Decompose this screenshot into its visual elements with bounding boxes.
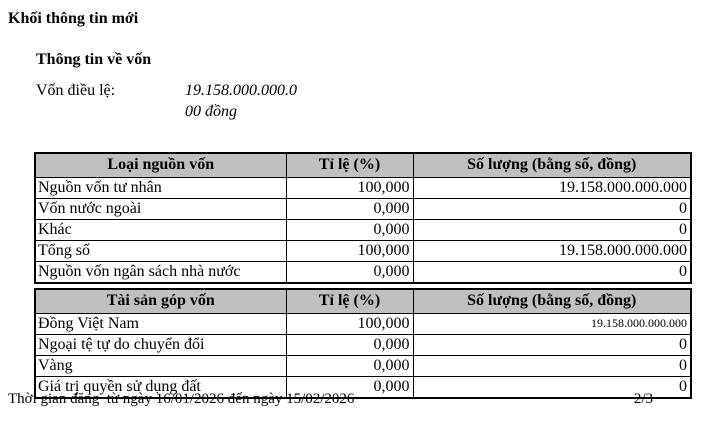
- section-title: Thông tin về vốn: [36, 51, 152, 68]
- column-header: Tỉ lệ (%): [286, 289, 413, 314]
- table-capital-sources: [34, 152, 692, 284]
- ratio-value: 0,000: [286, 220, 413, 241]
- ratio-value: 0,000: [286, 335, 413, 356]
- amount-value: 0: [413, 335, 691, 356]
- table-row: [35, 314, 691, 335]
- table-row: [35, 335, 691, 356]
- page-footer: [0, 391, 703, 408]
- table-row: [35, 262, 691, 284]
- row-label: Vàng: [35, 356, 286, 377]
- amount-value: 0: [413, 356, 691, 377]
- ratio-value: 100,000: [286, 314, 413, 335]
- column-header: Tài sản góp vốn: [35, 289, 286, 314]
- ratio-value: 0,000: [286, 262, 413, 284]
- row-label: Tổng số: [35, 241, 286, 262]
- charter-capital-value-line2: 00 đồng: [185, 103, 237, 120]
- charter-capital-value: [185, 80, 355, 122]
- table-header-row: [35, 153, 691, 178]
- row-label: Ngoại tệ tự do chuyển đổi: [35, 335, 286, 356]
- row-label: Đồng Việt Nam: [35, 314, 286, 335]
- column-header: Số lượng (bằng số, đồng): [413, 153, 691, 178]
- charter-capital-value-line1: 19.158.000.000.0: [185, 82, 297, 99]
- page-title: Khối thông tin mới: [8, 10, 139, 27]
- ratio-value: 100,000: [286, 241, 413, 262]
- table-row: [35, 241, 691, 262]
- amount-value: 19.158.000.000.000: [413, 241, 691, 262]
- amount-value: 0: [413, 220, 691, 241]
- page-indicator: 2/3: [633, 391, 653, 407]
- amount-value: 19.158.000.000.000: [413, 178, 691, 199]
- table-contributed-assets: [34, 288, 692, 399]
- column-header: Tỉ lệ (%): [286, 153, 413, 178]
- table-row: [35, 199, 691, 220]
- column-header: Loại nguồn vốn: [35, 153, 286, 178]
- table-header-row: [35, 289, 691, 314]
- ratio-value: 0,000: [286, 199, 413, 220]
- ratio-value: 0,000: [286, 356, 413, 377]
- row-label: Nguồn vốn ngân sách nhà nước: [35, 262, 286, 284]
- row-label: Nguồn vốn tư nhân: [35, 178, 286, 199]
- row-label: Giá trị quyền sử dụng đất: [35, 377, 286, 399]
- table-row: [35, 220, 691, 241]
- ratio-value: 100,000: [286, 178, 413, 199]
- ratio-value: 0,000: [286, 377, 413, 399]
- amount-value: 0: [413, 199, 691, 220]
- amount-value: 0: [413, 377, 691, 399]
- charter-capital-row: [36, 80, 703, 122]
- amount-value: 0: [413, 262, 691, 284]
- table-row: [35, 178, 691, 199]
- charter-capital-label: Vốn điều lệ:: [36, 82, 116, 99]
- amount-value: 19.158.000.000.000: [413, 314, 691, 335]
- row-label: Vốn nước ngoài: [35, 199, 286, 220]
- tables-container: [34, 152, 690, 399]
- row-label: Khác: [35, 220, 286, 241]
- table-row: [35, 356, 691, 377]
- column-header: Số lượng (bằng số, đồng): [413, 289, 691, 314]
- posting-period-text: Thời gian đăng từ ngày 16/01/2026 đến ngày 15/02/2026: [8, 391, 355, 407]
